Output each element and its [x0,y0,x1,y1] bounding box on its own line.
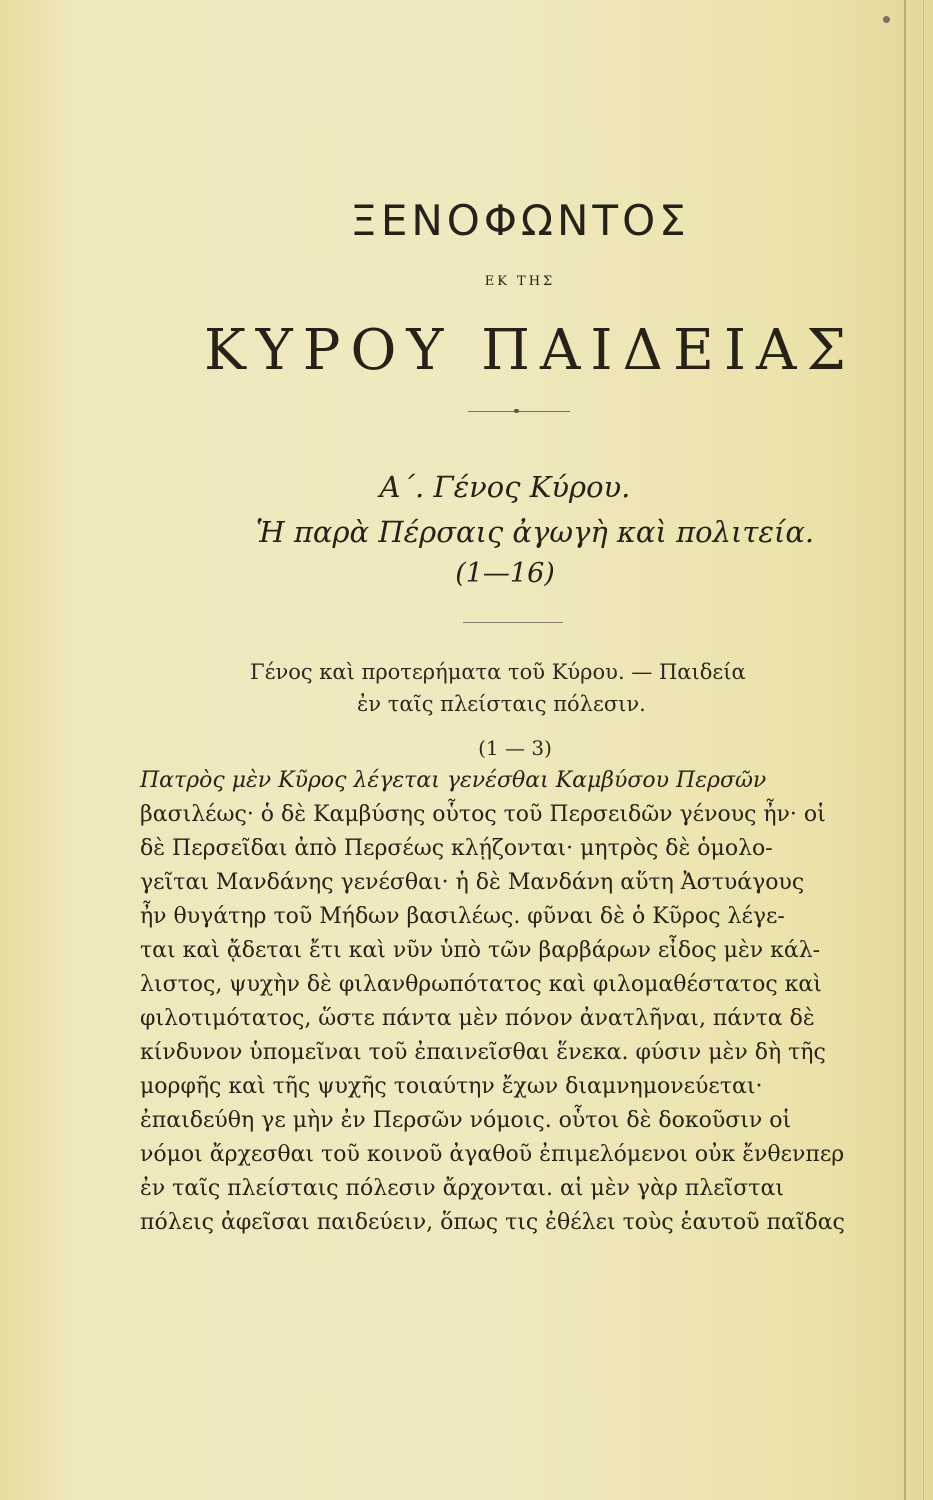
section-subheading: Ἡ παρὰ Πέρσαις ἀγωγὴ καὶ πολιτεία. [255,515,815,549]
text-line: μορφῆς καὶ τῆς ψυχῆς τοιαύτην ἔχων διαμνημονεύεται· [140,1074,763,1099]
text-line: Πατρὸς μὲν Κῦρος λέγεται γενέσθαι Καμβύσου Περσῶν [140,768,767,793]
text-line: λιστος, ψυχὴν δὲ φιλανθρωπότατος καὶ φιλομαθέστατος καὶ [140,972,822,997]
section-range: (1—16) [455,558,555,589]
text-line: πόλεις ἀφεῖσαι παιδεύειν, ὅπως τις ἐθέλει τοὺς ἑαυτοῦ παῖδας [140,1210,845,1235]
author-title: ΞΕΝΟΦΩΝΤΟΣ [350,196,690,245]
ink-mark [883,16,890,23]
text-line: γεῖται Μανδάνης γενέσθαι· ἡ δὲ Μανδάνη αὕτη Ἀστυάγους [140,870,805,895]
text-line: ἐπαιδεύθη γε μὴν ἐν Περσῶν νόμοις. οὗτοι δὲ δοκοῦσιν οἱ [140,1108,792,1133]
text-line: βασιλέως· ὁ δὲ Καμβύσης οὗτος τοῦ Περσειδῶν γένους ἦν· οἱ [140,802,826,827]
page-edge-line [904,0,906,1500]
page-edge-line [923,0,924,1500]
text-line: ται καὶ ᾄδεται ἔτι καὶ νῦν ὑπὸ τῶν βαρβάρων εἶδος μὲν κάλ- [140,938,821,963]
divider-rule [463,622,563,623]
text-line: κίνδυνον ὑπομεῖναι τοῦ ἐπαινεῖσθαι ἕνεκα. φύσιν μὲν δὴ τῆς [140,1040,826,1065]
summary-line-1: Γένος καὶ προτερήματα τοῦ Κύρου. — Παιδεία [250,660,746,684]
title-connector: ΕΚ ΤΗΣ [484,274,556,289]
summary-range: (1 — 3) [478,736,552,760]
section-heading: Α΄. Γένος Κύρου. [379,470,631,504]
text-line: δὲ Περσεῖδαι ἀπὸ Περσέως κλῄζονται· μητρὸς δὲ ὁμολο- [140,836,773,861]
work-title: ΚΥΡΟΥ ΠΑΙΔΕΙΑΣ [203,318,857,383]
text-line: νόμοι ἄρχεσθαι τοῦ κοινοῦ ἀγαθοῦ ἐπιμελόμενοι οὐκ ἔνθενπερ [140,1142,845,1167]
text-line: ἦν θυγάτηρ τοῦ Μήδων βασιλέως. φῦναι δὲ ὁ Κῦρος λέγε- [140,904,785,929]
summary-line-2: ἐν ταῖς πλείσταις πόλεσιν. [357,692,646,716]
text-line: φιλοτιμότατος, ὥστε πάντα μὲν πόνον ἀνατλῆναι, πάντα δὲ [140,1006,815,1031]
text-line: ἐν ταῖς πλείσταις πόλεσιν ἄρχονται. αἱ μὲν γὰρ πλεῖσται [140,1176,784,1201]
ornamental-rule [468,411,570,412]
